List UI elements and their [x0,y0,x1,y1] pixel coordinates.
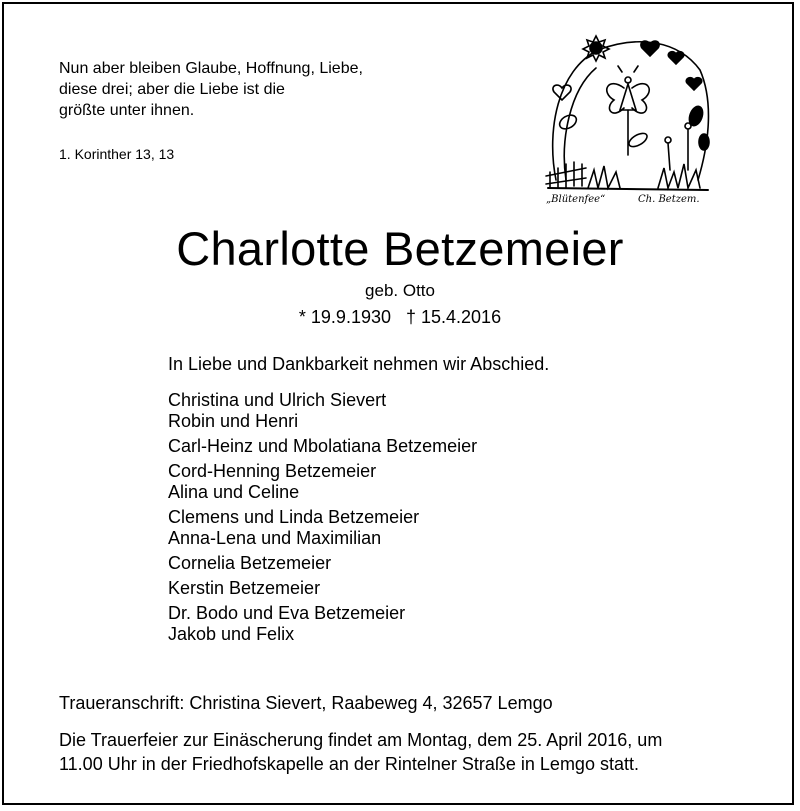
funeral-info [59,728,759,776]
fairy-icon [607,66,649,155]
verse-line: diese drei; aber die Liebe ist die [59,81,285,98]
drawing-caption-title: „Blütenfee“ [546,194,606,205]
family-line: Alina und Celine [168,482,300,502]
verse-source: 1. Korinther 13, 13 [59,146,175,162]
verse-line: Nun aber bleiben Glaube, Hoffnung, Liebe, [59,60,363,77]
life-dates: * 19.9.1930 † 15.4.2016 [298,307,502,327]
family-line: Clemens und Linda Betzemeier [168,507,420,527]
family-line: Carl-Heinz und Mbolatiana Betzemeier [168,436,478,456]
family-line: Robin und Henri [168,411,299,431]
family-line: Anna-Lena und Maximilian [168,528,382,548]
flower-fairy-drawing [538,30,718,208]
family-group [168,578,477,599]
family-group [168,553,477,574]
family-line: Kerstin Betzemeier [168,578,321,598]
family-line: Cornelia Betzemeier [168,553,332,573]
farewell-text: In Liebe und Dankbarkeit nehmen wir Abschied. [168,354,550,374]
daisy-icon [665,123,691,170]
mourning-address: Traueranschrift: Christina Sievert, Raabeweg 4, 32657 Lemgo [59,693,553,713]
sunflower-icon [583,36,609,61]
family-group [168,390,477,432]
family-line: Cord-Henning Betzemeier [168,461,377,481]
funeral-line: 11.00 Uhr in der Friedhofskapelle an der Rintelner Straße in Lemgo statt. [59,754,639,774]
maiden-name: geb. Otto [365,281,435,300]
bible-verse [59,58,363,121]
fence-icon [546,162,586,188]
family-group [168,461,477,503]
funeral-line: Die Trauerfeier zur Einäscherung findet am Montag, dem 25. April 2016, um [59,730,663,750]
family-list [168,390,477,649]
deceased-name: Charlotte Betzemeier [176,222,624,275]
family-line: Jakob und Felix [168,624,295,644]
drawing-caption-artist: Ch. Betzem. [638,194,700,205]
verse-line: größte unter ihnen. [59,102,195,119]
family-line: Christina und Ulrich Sievert [168,390,387,410]
family-line: Dr. Bodo und Eva Betzemeier [168,603,406,623]
family-group [168,507,477,549]
family-group [168,603,477,645]
family-group [168,436,477,457]
